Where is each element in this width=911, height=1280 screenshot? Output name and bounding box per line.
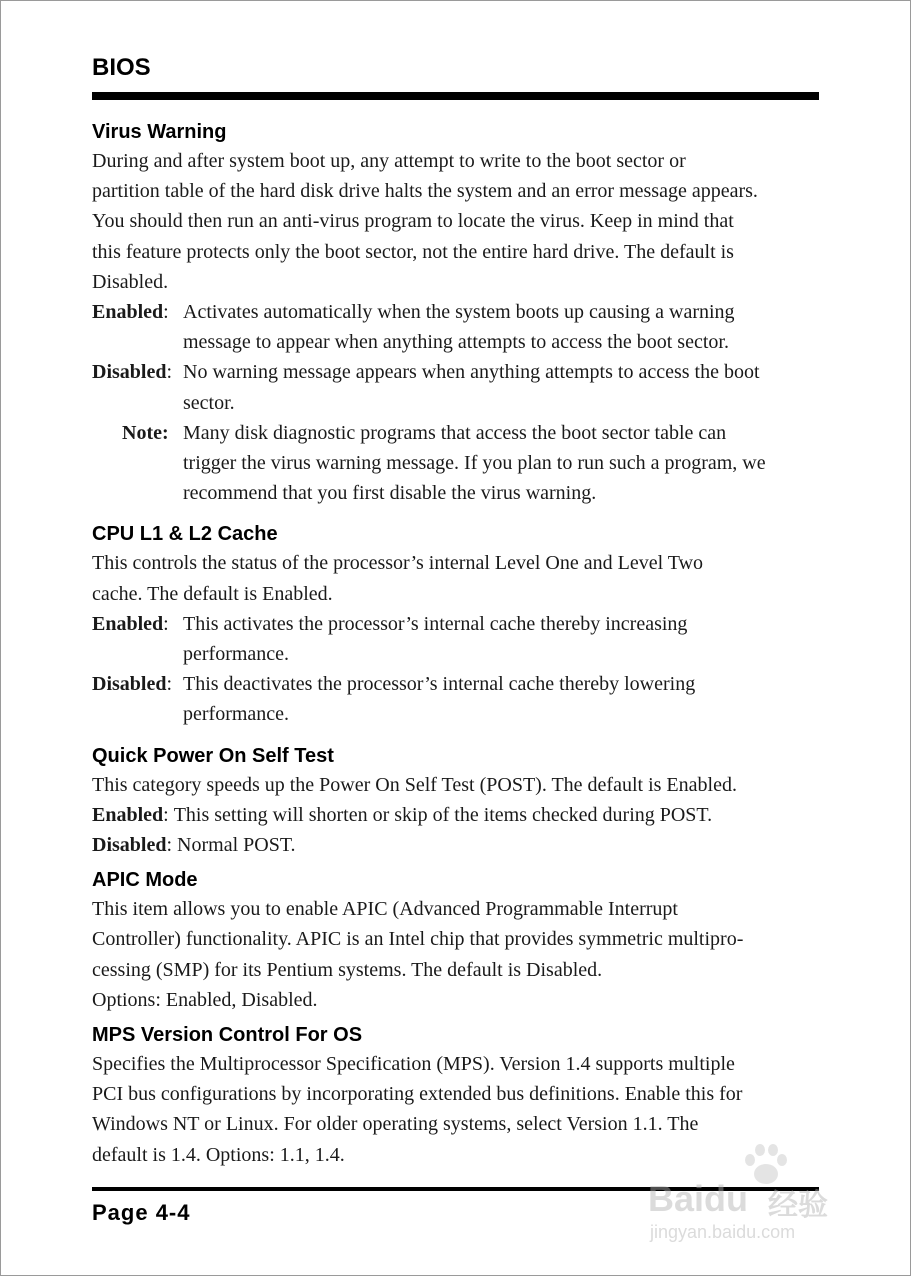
option-text-line: No warning message appears when anything attempts to access the boot	[183, 361, 760, 384]
virus-disabled-option	[92, 357, 832, 417]
virus-desc-line-2: partition table of the hard disk drive halts the system and an error message appears.	[92, 180, 758, 203]
page-content	[92, 118, 832, 1170]
section-title-cpu-cache: CPU L1 & L2 Cache	[92, 523, 278, 546]
option-label: Disabled	[92, 834, 167, 857]
virus-note	[92, 418, 832, 509]
virus-desc-line-3: You should then run an anti-virus program to locate the virus. Keep in mind that	[92, 210, 734, 233]
note-label: Note:	[122, 421, 169, 444]
cache-desc-line-2: cache. The default is Enabled.	[92, 582, 333, 605]
apic-desc-line-2: Controller) functionality. APIC is an Intel chip that provides symmetric multipro-	[92, 928, 744, 951]
option-label: Enabled	[92, 803, 164, 826]
page-number: Page 4-4	[92, 1200, 191, 1225]
option-text-line: performance.	[183, 703, 290, 726]
mps-desc-line-2: PCI bus configurations by incorporating extended bus definitions. Enable this for	[92, 1083, 743, 1106]
watermark-brand: Baidu	[648, 1178, 749, 1219]
virus-desc-line-5: Disabled.	[92, 270, 169, 293]
option-text: This setting will shorten or skip of the items checked during POST.	[173, 803, 713, 826]
option-text-line: message to appear when anything attempts to access the boot sector.	[183, 331, 729, 354]
watermark-url: jingyan.baidu.com	[650, 1222, 796, 1242]
note-text-line: Many disk diagnostic programs that access the boot sector table can	[183, 421, 727, 444]
section-title-quick-post: Quick Power On Self Test	[92, 744, 334, 767]
cache-desc-line-1: This controls the status of the processor’s internal Level One and Level Two	[92, 552, 704, 575]
cache-enabled-option	[92, 609, 832, 669]
note-text-line: recommend that you first disable the virus warning.	[183, 482, 597, 505]
option-text-line: sector.	[183, 391, 235, 414]
option-label: Disabled:	[92, 361, 173, 384]
option-label: Disabled:	[92, 673, 173, 696]
apic-desc-line-3: cessing (SMP) for its Pentium systems. The default is Disabled.	[92, 958, 603, 981]
option-text-line: This deactivates the processor’s internal cache thereby lowering	[183, 673, 696, 696]
option-text: Normal POST.	[177, 834, 296, 857]
baidu-watermark	[640, 1140, 880, 1250]
header-title: BIOS	[92, 54, 151, 81]
post-enabled-option: Enabled: This setting will shorten or skip of the items checked during POST.	[92, 803, 713, 826]
option-text-line: Activates automatically when the system boots up causing a warning	[183, 301, 735, 324]
option-text-line: This activates the processor’s internal cache thereby increasing	[183, 612, 688, 635]
option-label: Enabled:	[92, 612, 169, 635]
virus-desc-line-4: this feature protects only the boot sector, not the entire hard drive. The default is	[92, 240, 734, 263]
note-text-line: trigger the virus warning message. If you plan to run such a program, we	[183, 452, 766, 475]
section-title-virus-warning: Virus Warning	[92, 121, 227, 143]
option-text-line: performance.	[183, 643, 290, 666]
section-title-mps-version: MPS Version Control For OS	[92, 1024, 363, 1047]
mps-desc-line-3: Windows NT or Linux. For older operating systems, select Version 1.1. The	[92, 1113, 699, 1136]
section-title-apic-mode: APIC Mode	[92, 869, 198, 892]
mps-desc-line-4: default is 1.4. Options: 1.1, 1.4.	[92, 1143, 345, 1166]
virus-enabled-option	[92, 297, 832, 357]
option-label: Enabled:	[92, 301, 169, 324]
post-desc-line: This category speeds up the Power On Self Test (POST). The default is Enabled.	[92, 773, 737, 796]
cache-disabled-option	[92, 669, 832, 729]
apic-desc-line-1: This item allows you to enable APIC (Advanced Programmable Interrupt	[92, 898, 678, 921]
header-rule	[92, 92, 819, 100]
post-disabled-option: Disabled: Normal POST.	[92, 834, 296, 857]
apic-options-line: Options: Enabled, Disabled.	[92, 988, 318, 1011]
watermark-brand-cn: 经验	[768, 1189, 828, 1222]
virus-desc-line-1: During and after system boot up, any attempt to write to the boot sector or	[92, 150, 686, 172]
mps-desc-line-1: Specifies the Multiprocessor Specification (MPS). Version 1.4 supports multiple	[92, 1053, 735, 1076]
